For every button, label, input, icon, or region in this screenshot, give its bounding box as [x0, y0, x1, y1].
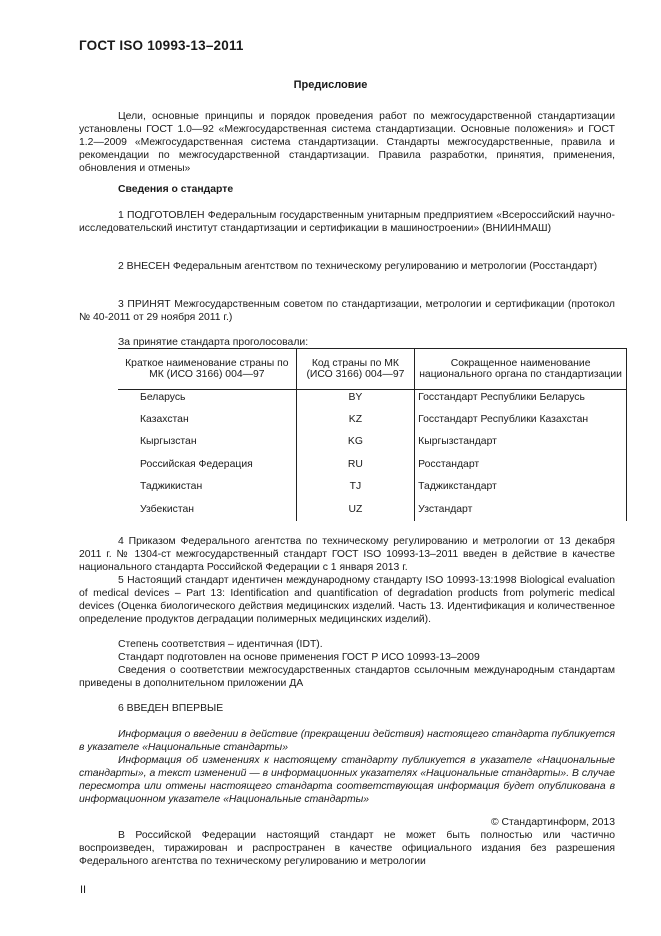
item-6-first-introduced: 6 ВВЕДЕН ВПЕРВЫЕ — [118, 703, 224, 714]
item-1-prepared-by: 1 ПОДГОТОВЛЕН Федеральным государственным унитарным предприятием «Всероссийский научно-исследовательский институт стандартизации и сертификации в машиностроении» (ВНИИНМАШ) — [79, 210, 615, 234]
voting-caption: За принятие стандарта проголосовали: — [118, 337, 309, 348]
country-name: Узбекистан — [140, 503, 194, 515]
item-5-identical-to: 5 Настоящий стандарт идентичен международному стандарту ISO 10993-13:1998 Biological evaluation of medical devices – Part 13: Identification and quantification of degradation products from polymeric medical devices (Оценка биологического действия медицинских изделий. Часть 13. Идентификация и количественное определение продуктов деградации полимерных медицинских изделий). — [79, 575, 615, 625]
country-code: KG — [296, 431, 415, 454]
standards-body: Кыргызстандарт — [415, 431, 627, 454]
country-name: Таджикистан — [140, 481, 203, 492]
standard-info-heading: Сведения о стандарте — [118, 184, 234, 195]
country-code: BY — [296, 390, 415, 409]
country-name: Казахстан — [140, 413, 189, 425]
table-header-row — [118, 349, 627, 390]
table-row — [118, 476, 627, 499]
country-code: RU — [296, 453, 415, 476]
column-header-code: Код страны по МК (ИСО 3166) 004—97 — [296, 349, 415, 390]
standards-body: Узстандарт — [415, 498, 627, 521]
country-code: TJ — [296, 476, 415, 499]
table-row — [118, 453, 627, 476]
table-row — [118, 408, 627, 431]
foreword-intro: Цели, основные принципы и порядок проведения работ по межгосударственной стандартизации установлены ГОСТ 1.0—92 «Межгосударственная система стандартизации. Основные положения» и ГОСТ 1.2—2009 «Межгосударственная система стандартизации. Стандарты межгосударственные, правила и рекомендации по межгосударственной стандартизации. Правила разработки, принятия, применения, обновления и отмены» — [79, 111, 615, 174]
references-info: Сведения о соответствии межгосударственных стандартов ссылочным международным стандартам приведены в дополнительном приложении ДА — [79, 665, 615, 689]
column-header-country: Краткое наименование страны по МК (ИСО 3166) 004—97 — [118, 349, 296, 390]
copyright-text: В Российской Федерации настоящий стандарт не может быть полностью или частично воспроизведен, тиражирован и распространен в качестве официального издания без разрешения Федерального агентства по техническому регулированию и метрологии — [79, 830, 615, 867]
notice-introduction: Информация о введении в действие (прекращении действия) настоящего стандарта публикуется в указателе «Национальные стандарты» — [79, 729, 615, 753]
country-name: Российская Федерация — [140, 458, 253, 470]
table-row — [118, 498, 627, 521]
copyright-line: © Стандартинформ, 2013 — [490, 817, 615, 828]
country-code: KZ — [296, 408, 415, 431]
voting-table — [118, 348, 627, 521]
standards-body: Госстандарт Республики Беларусь — [415, 390, 627, 409]
foreword-title: Предисловие — [293, 79, 368, 91]
table-row — [118, 390, 627, 409]
page-number: II — [80, 884, 87, 896]
notice-changes: Информация об изменениях к настоящему стандарту публикуется в указателе «Национальные стандарты», а текст изменений — в информационных указателях «Национальные стандарты». В случае пересмотра или отмены настоящего стандарта соответствующая информация будет опубликована в информационном указателе «Национальные стандарты» — [79, 755, 615, 805]
item-2-submitted-by: 2 ВНЕСЕН Федеральным агентством по техническому регулированию и метрологии (Росстандарт) — [118, 261, 598, 272]
country-name: Беларусь — [140, 392, 186, 403]
item-3-adopted-by: 3 ПРИНЯТ Межгосударственным советом по стандартизации, метрологии и сертификации (протокол № 40-2011 от 29 ноября 2011 г.) — [79, 299, 615, 323]
degree-of-correspondence: Степень соответствия – идентичная (IDT). — [118, 639, 323, 650]
country-name: Кыргызстан — [140, 436, 197, 447]
table-row — [118, 431, 627, 454]
prepared-basis: Стандарт подготовлен на основе применения ГОСТ Р ИСО 10993-13–2009 — [118, 652, 480, 663]
country-code: UZ — [296, 498, 415, 521]
standards-body: Таджикстандарт — [415, 476, 627, 499]
standards-body: Росстандарт — [415, 453, 627, 476]
column-header-body: Сокращенное наименование национального органа по стандартизации — [415, 349, 627, 390]
document-code: ГОСТ ISO 10993-13–2011 — [79, 38, 244, 53]
item-4-order: 4 Приказом Федерального агентства по техническому регулированию и метрологии от 13 декабря 2011 г. № 1304-ст межгосударственный стандарт ГОСТ ISO 10993-13–2011 введен в действие в качестве национального стандарта Российской Федерации с 1 января 2013 г. — [79, 536, 615, 573]
standards-body: Госстандарт Республики Казахстан — [415, 408, 627, 431]
